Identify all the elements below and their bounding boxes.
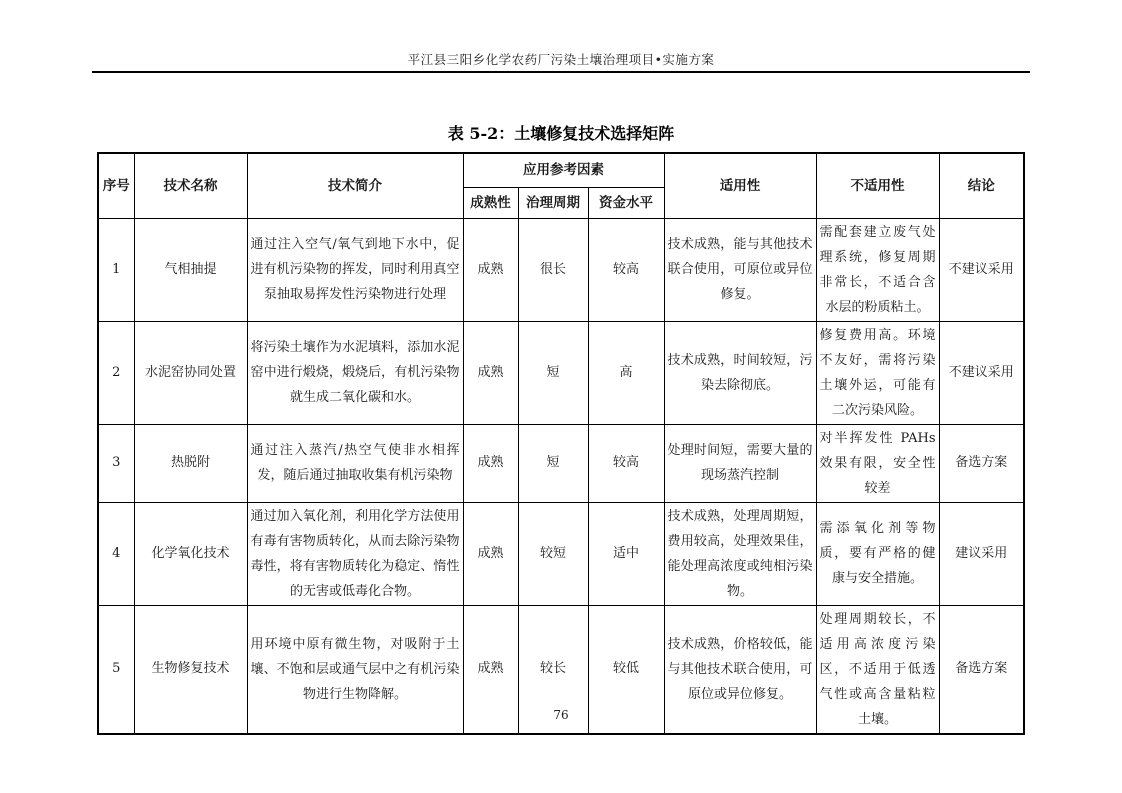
cell-intro: 通过加入氧化剂，利用化学方法使用有毒有害物质转化，从而去除污染物毒性，将有害物质转化为稳定、惰性的无害或低毒化合物。 xyxy=(247,502,463,605)
cell-tech-name: 水泥窑协同处置 xyxy=(134,321,247,424)
cell-period: 短 xyxy=(518,424,588,502)
cell-no: 3 xyxy=(98,424,134,502)
cell-maturity: 成熟 xyxy=(463,218,518,321)
table-row xyxy=(98,424,1024,502)
cell-conclusion: 不建议采用 xyxy=(939,321,1024,424)
cell-conclusion: 建议采用 xyxy=(939,502,1024,605)
page-header-title: 平江县三阳乡化学农药厂污染土壤治理项目•实施方案 xyxy=(407,52,715,67)
cell-funding: 较高 xyxy=(588,218,664,321)
table-title: 表 5-2：土壤修复技术选择矩阵 xyxy=(447,124,675,143)
cell-inapplicability: 处理周期较长，不适用高浓度污染区，不适用于低透气性或高含量粘粒土壤。 xyxy=(816,605,939,734)
cell-period: 短 xyxy=(518,321,588,424)
cell-intro: 通过注入空气/氧气到地下水中，促进有机污染物的挥发，同时利用真空泵抽取易挥发性污染物进行处理 xyxy=(247,218,463,321)
cell-period: 很长 xyxy=(518,218,588,321)
page-number: 76 xyxy=(553,708,569,722)
cell-period: 较长 xyxy=(518,605,588,734)
column-header-factors-group: 应用参考因素 xyxy=(463,153,664,187)
cell-maturity: 成熟 xyxy=(463,424,518,502)
table-row xyxy=(98,218,1024,321)
column-header-applicability: 适用性 xyxy=(664,153,816,218)
column-header-period: 治理周期 xyxy=(518,187,588,218)
cell-conclusion: 不建议采用 xyxy=(939,218,1024,321)
table-row xyxy=(98,502,1024,605)
cell-period: 较短 xyxy=(518,502,588,605)
cell-no: 4 xyxy=(98,502,134,605)
cell-maturity: 成熟 xyxy=(463,321,518,424)
cell-intro: 用环境中原有微生物，对吸附于土壤、不饱和层或通气层中之有机污染物进行生物降解。 xyxy=(247,605,463,734)
cell-inapplicability: 需配套建立废气处理系统，修复周期非常长，不适合含水层的粉质粘土。 xyxy=(816,218,939,321)
column-header-conclusion: 结论 xyxy=(939,153,1024,218)
column-header-no: 序号 xyxy=(98,153,134,218)
cell-applicability: 技术成熟，价格较低，能与其他技术联合使用，可原位或异位修复。 xyxy=(664,605,816,734)
column-header-name: 技术名称 xyxy=(134,153,247,218)
cell-inapplicability: 需添氧化剂等物质，要有严格的健康与安全措施。 xyxy=(816,502,939,605)
cell-tech-name: 化学氧化技术 xyxy=(134,502,247,605)
column-header-funding: 资金水平 xyxy=(588,187,664,218)
cell-funding: 较高 xyxy=(588,424,664,502)
cell-maturity: 成熟 xyxy=(463,605,518,734)
column-header-intro: 技术简介 xyxy=(247,153,463,218)
cell-no: 2 xyxy=(98,321,134,424)
cell-tech-name: 热脱附 xyxy=(134,424,247,502)
cell-no: 1 xyxy=(98,218,134,321)
cell-applicability: 技术成熟，能与其他技术联合使用，可原位或异位修复。 xyxy=(664,218,816,321)
cell-inapplicability: 对半挥发性 PAHs 效果有限，安全性较差 xyxy=(816,424,939,502)
cell-funding: 较低 xyxy=(588,605,664,734)
header-row-top xyxy=(98,153,1024,187)
cell-tech-name: 生物修复技术 xyxy=(134,605,247,734)
cell-no: 5 xyxy=(98,605,134,734)
cell-maturity: 成熟 xyxy=(463,502,518,605)
cell-inapplicability: 修复费用高。环境不友好，需将污染土壤外运，可能有二次污染风险。 xyxy=(816,321,939,424)
tech-selection-matrix-table xyxy=(97,152,1025,735)
column-header-maturity: 成熟性 xyxy=(463,187,518,218)
header-divider xyxy=(92,71,1030,73)
cell-funding: 高 xyxy=(588,321,664,424)
cell-conclusion: 备选方案 xyxy=(939,424,1024,502)
table-row xyxy=(98,321,1024,424)
cell-intro: 将污染土壤作为水泥填料，添加水泥窑中进行煅烧，煅烧后，有机污染物就生成二氧化碳和水。 xyxy=(247,321,463,424)
cell-funding: 适中 xyxy=(588,502,664,605)
column-header-inapplicability: 不适用性 xyxy=(816,153,939,218)
cell-applicability: 技术成熟，时间较短，污染去除彻底。 xyxy=(664,321,816,424)
cell-applicability: 处理时间短，需要大量的现场蒸汽控制 xyxy=(664,424,816,502)
cell-intro: 通过注入蒸汽/热空气使非水相挥发，随后通过抽取收集有机污染物 xyxy=(247,424,463,502)
cell-applicability: 技术成熟，处理周期短，费用较高，处理效果佳，能处理高浓度或纯相污染物。 xyxy=(664,502,816,605)
cell-conclusion: 备选方案 xyxy=(939,605,1024,734)
cell-tech-name: 气相抽提 xyxy=(134,218,247,321)
